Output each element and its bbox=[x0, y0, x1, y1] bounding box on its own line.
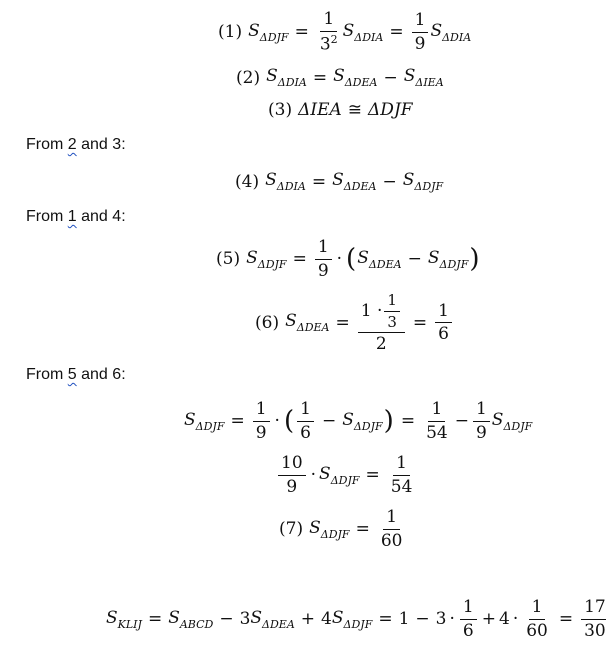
s-symbol: S bbox=[331, 607, 344, 628]
from-5-and-6 bbox=[26, 366, 126, 384]
numerator: 1 bbox=[435, 302, 452, 324]
fraction-1-over-60 bbox=[378, 508, 406, 550]
numerator: 1 bbox=[460, 598, 477, 620]
area-djf bbox=[248, 21, 288, 44]
minus: − bbox=[454, 411, 469, 432]
area-klij bbox=[106, 608, 142, 631]
fraction-1-over-60 bbox=[523, 598, 551, 640]
s-symbol: S bbox=[342, 20, 355, 41]
triangle-djf: ΔDJF bbox=[368, 100, 413, 120]
equals: = bbox=[294, 22, 309, 43]
s-symbol: S bbox=[184, 409, 196, 430]
area-dia bbox=[430, 21, 471, 44]
area-iea bbox=[404, 66, 444, 89]
equals: = bbox=[312, 67, 328, 88]
left-paren: ( bbox=[346, 244, 357, 275]
area-dea bbox=[333, 66, 377, 89]
fraction-1-over-6 bbox=[297, 400, 314, 442]
and-word: and bbox=[76, 136, 113, 153]
s-symbol: S bbox=[248, 20, 260, 41]
numerator: 10 bbox=[278, 454, 306, 476]
numerator: 1 bbox=[315, 238, 332, 260]
denominator: 30 bbox=[584, 620, 606, 641]
numerator: 1 bbox=[428, 400, 445, 422]
eq-substitution bbox=[184, 400, 532, 442]
congruent: ≅ bbox=[347, 100, 363, 120]
area-djf bbox=[492, 410, 532, 433]
fraction-1-over-3sq bbox=[317, 10, 341, 54]
numerator: 1 bbox=[297, 400, 314, 422]
numerator: 1 bbox=[393, 454, 410, 476]
eq-4-number: (4) bbox=[235, 171, 260, 192]
fraction-10-over-9 bbox=[278, 454, 306, 496]
s-symbol: S bbox=[333, 66, 345, 86]
sub-dea: ΔDEA bbox=[296, 321, 330, 335]
colon: : bbox=[121, 208, 126, 225]
sub-djf: ΔDJF bbox=[503, 419, 533, 433]
denominator: 9 bbox=[255, 422, 267, 443]
coef-4: 4 bbox=[321, 609, 332, 630]
sub-djf: ΔDJF bbox=[257, 257, 287, 271]
sub-djf: ΔDJF bbox=[439, 257, 469, 271]
fraction-1-over-9 bbox=[315, 238, 332, 280]
sub-djf: ΔDJF bbox=[343, 617, 373, 631]
s-symbol: S bbox=[285, 311, 297, 332]
left-paren: ( bbox=[283, 406, 295, 437]
denominator bbox=[317, 32, 341, 54]
triangle-iea: ΔIEA bbox=[298, 100, 342, 120]
fraction-1-over-6 bbox=[460, 598, 477, 640]
fraction-1-over-54 bbox=[388, 454, 416, 496]
denominator: 54 bbox=[390, 476, 413, 497]
eq-3-number: (3) bbox=[268, 100, 293, 120]
area-dea bbox=[250, 608, 294, 631]
ref-1: 1 bbox=[67, 208, 77, 225]
sub-dia: ΔDIA bbox=[276, 180, 306, 193]
dot: · bbox=[512, 609, 519, 630]
colon: : bbox=[121, 366, 126, 383]
coef-3: 3 bbox=[435, 609, 447, 630]
equals: = bbox=[147, 609, 163, 630]
fraction-1-over-9 bbox=[412, 11, 429, 53]
minus: − bbox=[415, 609, 430, 630]
exponent: 2 bbox=[330, 32, 338, 46]
s-symbol: S bbox=[427, 247, 440, 268]
sub-dia: ΔDIA bbox=[442, 30, 472, 44]
denominator: 6 bbox=[438, 324, 449, 345]
fraction-compound bbox=[358, 292, 405, 354]
numerator: 1 bbox=[412, 11, 429, 33]
sub-dea: ΔDEA bbox=[344, 76, 378, 89]
denominator: 9 bbox=[286, 476, 298, 497]
dot: · bbox=[336, 249, 343, 270]
area-dea bbox=[357, 248, 401, 271]
colon: : bbox=[121, 136, 126, 153]
eq-7-number: (7) bbox=[279, 519, 304, 540]
numerator: 1 bbox=[383, 508, 400, 530]
equals: = bbox=[311, 171, 327, 192]
plus: + bbox=[300, 609, 316, 630]
denominator: 3 bbox=[387, 312, 397, 331]
eq-5-number: (5) bbox=[216, 249, 241, 270]
sub-djf: ΔDJF bbox=[353, 419, 383, 433]
s-symbol: S bbox=[106, 607, 118, 628]
denominator: 9 bbox=[317, 260, 329, 281]
area-djf bbox=[332, 608, 372, 631]
sub-dea: ΔDEA bbox=[368, 257, 402, 271]
s-symbol: S bbox=[402, 170, 415, 190]
sub-djf: ΔDJF bbox=[320, 527, 350, 541]
s-symbol: S bbox=[168, 607, 180, 628]
fraction-1-over-54 bbox=[423, 400, 451, 442]
fraction-1-over-9 bbox=[473, 400, 490, 442]
equals: = bbox=[230, 411, 245, 432]
numerator: 17 bbox=[581, 598, 606, 620]
sub-djf: ΔDJF bbox=[330, 473, 360, 487]
sub-djf: ΔDJF bbox=[414, 180, 444, 193]
eq-1-number: (1) bbox=[218, 22, 243, 43]
fraction-1-over-3 bbox=[384, 292, 400, 330]
dot: · bbox=[449, 609, 455, 630]
ref-5: 5 bbox=[67, 366, 77, 383]
s-symbol: S bbox=[403, 66, 416, 86]
equals: = bbox=[400, 411, 416, 432]
eq-2 bbox=[236, 66, 444, 89]
area-djf bbox=[309, 518, 349, 541]
denominator: 60 bbox=[526, 620, 548, 641]
eq-ten-ninths bbox=[276, 454, 417, 496]
numerator: 1 bbox=[253, 400, 270, 422]
denominator: 6 bbox=[462, 620, 474, 641]
s-symbol: S bbox=[250, 607, 263, 628]
fraction-1-over-9 bbox=[253, 400, 270, 442]
coef-4: 4 bbox=[498, 609, 510, 630]
from-word: From bbox=[26, 208, 68, 225]
numerator bbox=[358, 292, 405, 333]
equals: = bbox=[335, 312, 350, 333]
equals: = bbox=[412, 312, 428, 333]
fraction-1-over-6 bbox=[435, 302, 452, 344]
s-symbol: S bbox=[430, 20, 443, 41]
from-2-and-3 bbox=[26, 136, 126, 154]
equals: = bbox=[365, 465, 380, 486]
area-dea bbox=[332, 170, 376, 193]
sub-dia: ΔDIA bbox=[277, 76, 307, 89]
sub-iea: ΔIEA bbox=[415, 76, 444, 89]
coef-3: 3 bbox=[239, 609, 251, 630]
s-symbol: S bbox=[332, 170, 344, 190]
ref-3: 3 bbox=[112, 136, 122, 153]
from-1-and-4 bbox=[26, 208, 126, 226]
denominator: 6 bbox=[300, 422, 311, 443]
sub-dia: ΔDIA bbox=[354, 30, 384, 44]
equals: = bbox=[292, 249, 307, 270]
area-dia bbox=[343, 21, 384, 44]
area-djf bbox=[184, 410, 224, 433]
eq-5 bbox=[216, 238, 480, 280]
numerator: 1 bbox=[473, 400, 490, 422]
right-paren: ) bbox=[469, 244, 480, 275]
fraction-17-over-30 bbox=[581, 598, 606, 640]
eq-4 bbox=[235, 170, 443, 193]
s-symbol: S bbox=[246, 247, 258, 268]
plus: + bbox=[481, 609, 496, 630]
area-dia bbox=[266, 66, 307, 89]
numerator: 1 bbox=[384, 292, 400, 312]
sub-djf: ΔDJF bbox=[259, 30, 289, 44]
denominator: 54 bbox=[426, 422, 448, 443]
area-abcd bbox=[168, 608, 213, 631]
denominator: 9 bbox=[414, 33, 426, 54]
s-symbol: S bbox=[266, 66, 278, 86]
ref-4: 4 bbox=[112, 208, 122, 225]
and-word: and bbox=[76, 366, 113, 383]
denominator: 60 bbox=[380, 530, 403, 551]
area-djf bbox=[342, 410, 382, 433]
area-djf bbox=[246, 248, 286, 271]
s-symbol: S bbox=[357, 247, 369, 268]
s-symbol: S bbox=[491, 409, 504, 430]
coef: 1 · bbox=[360, 300, 383, 321]
eq-6-number: (6) bbox=[255, 312, 280, 333]
s-symbol: S bbox=[319, 463, 331, 484]
eq-6 bbox=[255, 292, 454, 354]
eq-7 bbox=[279, 508, 407, 550]
numerator: 1 bbox=[320, 10, 337, 32]
minus: − bbox=[321, 411, 337, 432]
equals: = bbox=[355, 519, 370, 540]
s-symbol: S bbox=[265, 170, 277, 190]
eq-2-number: (2) bbox=[236, 67, 261, 88]
one: 1 bbox=[398, 609, 410, 630]
from-word: From bbox=[26, 366, 68, 383]
area-djf bbox=[428, 248, 468, 271]
ref-6: 6 bbox=[112, 366, 122, 383]
minus: − bbox=[219, 609, 234, 630]
area-dea bbox=[285, 311, 329, 334]
sub-klij: KLIJ bbox=[117, 617, 142, 631]
right-paren: ) bbox=[383, 406, 394, 437]
equals: = bbox=[389, 22, 404, 43]
eq-1 bbox=[218, 10, 471, 54]
denominator: 2 bbox=[375, 334, 387, 354]
minus: − bbox=[382, 171, 397, 192]
area-djf bbox=[319, 464, 359, 487]
denominator: 9 bbox=[475, 422, 487, 443]
s-symbol: S bbox=[342, 409, 354, 430]
ref-2: 2 bbox=[67, 136, 77, 153]
eq-3 bbox=[268, 100, 413, 120]
equals: = bbox=[378, 609, 393, 630]
sub-abcd: ABCD bbox=[179, 617, 214, 631]
minus: − bbox=[407, 249, 422, 270]
area-djf bbox=[403, 170, 443, 193]
numerator: 1 bbox=[529, 598, 546, 620]
sub-dea: ΔDEA bbox=[262, 617, 295, 631]
minus: − bbox=[383, 67, 398, 88]
equals: = bbox=[558, 609, 574, 630]
s-symbol: S bbox=[309, 517, 321, 538]
dot: · bbox=[310, 465, 317, 486]
sub-djf: ΔDJF bbox=[195, 419, 225, 433]
and-word: and bbox=[76, 208, 113, 225]
dot: · bbox=[274, 411, 280, 432]
sub-dea: ΔDEA bbox=[343, 180, 377, 193]
area-dia bbox=[265, 170, 306, 193]
from-word: From bbox=[26, 136, 68, 153]
eq-final bbox=[106, 598, 606, 640]
base: 3 bbox=[319, 34, 331, 55]
